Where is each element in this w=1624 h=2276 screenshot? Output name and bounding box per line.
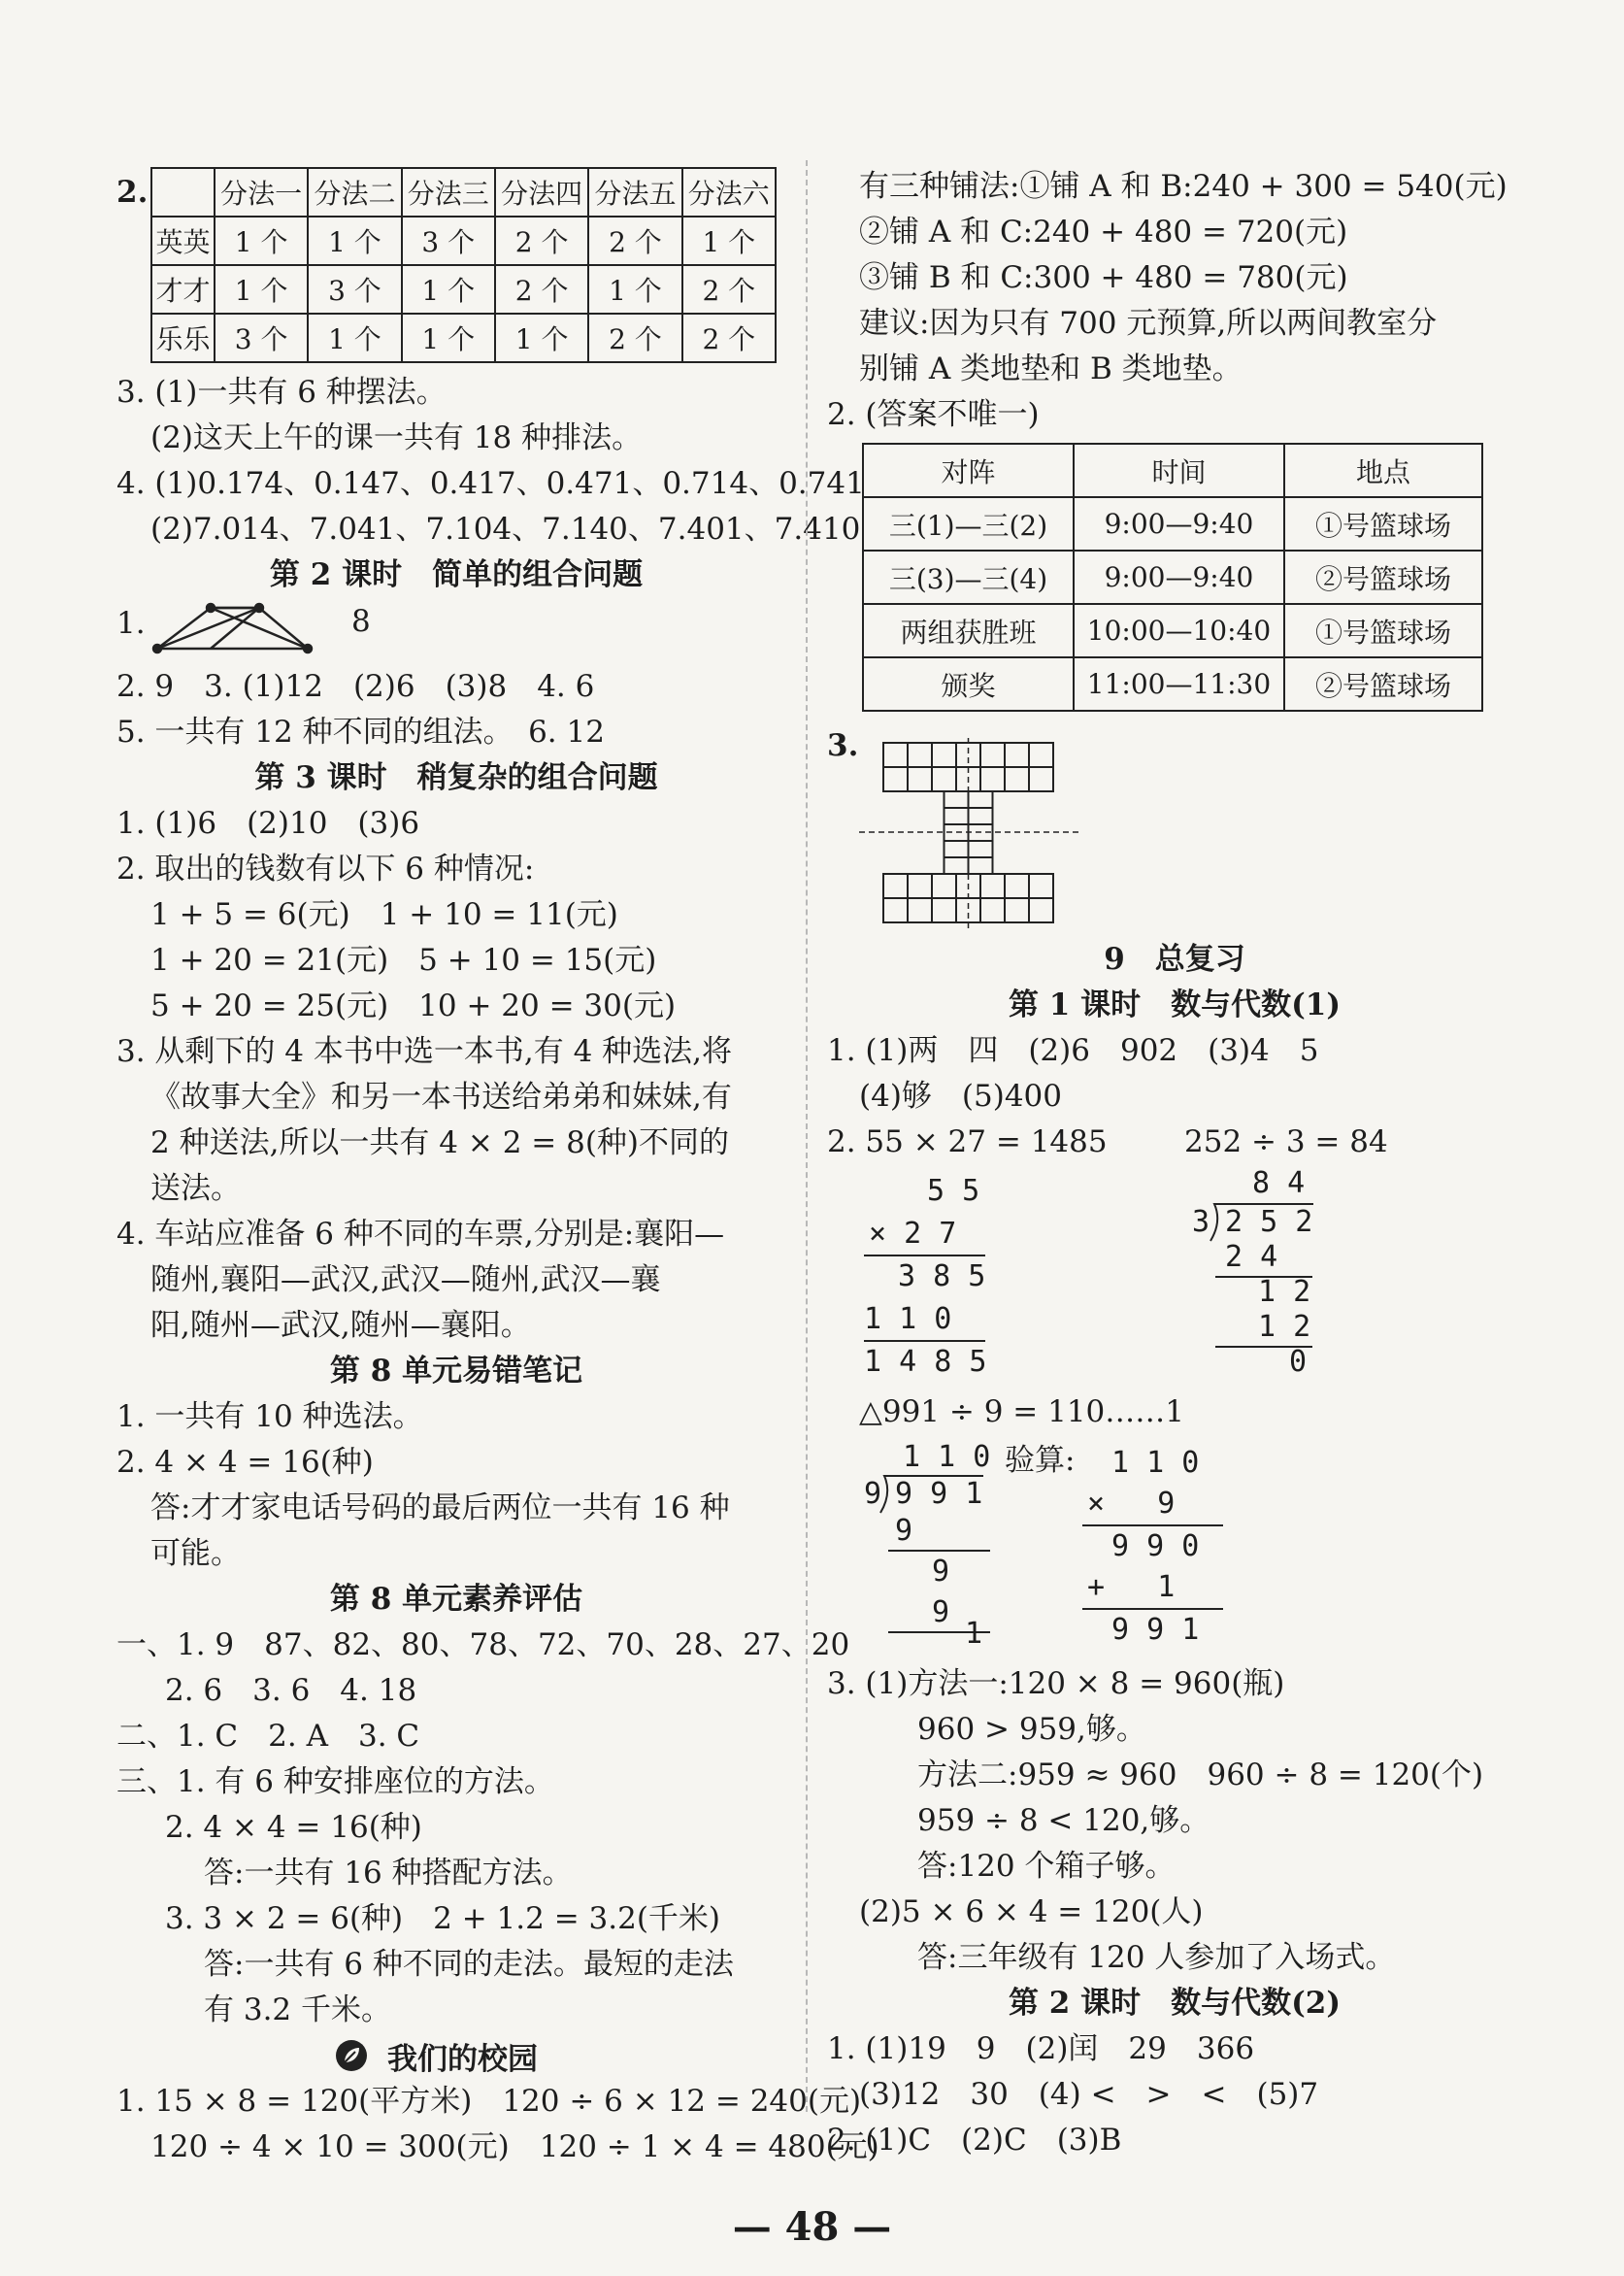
answer-line: 4. (1)0.174、0.147、0.417、0.471、0.714、0.741: [116, 466, 865, 501]
answer-line: 阳,随州—武汉,随州—襄阳。: [150, 1308, 531, 1343]
answer-line: 送法。: [150, 1171, 241, 1206]
answer-line: 2. (答案不唯一): [827, 397, 1040, 432]
vertical-calc-line: × 2 7: [869, 1217, 957, 1251]
answer-line: 答:三年级有 120 人参加了入场式。: [917, 1940, 1396, 1975]
table-cell: 英英: [151, 217, 215, 265]
page-number: — 48 —: [732, 2204, 892, 2250]
table-cell: ②号篮球场: [1284, 551, 1482, 604]
answer-line: 1. (1)19 9 (2)闰 29 366: [827, 2031, 1255, 2066]
answer-line: ②铺 A 和 C:240 + 480 = 720(元): [859, 215, 1348, 250]
table-header-cell: 分法二: [308, 168, 401, 217]
answer-line: 答:才才家电话号码的最后两位一共有 16 种: [150, 1490, 730, 1525]
table-header-cell: 分法六: [682, 168, 776, 217]
answer-line: 3. (1)方法一:120 × 8 = 960(瓶): [827, 1666, 1285, 1701]
table-cell: 1 个: [215, 265, 308, 314]
answer-line: 3.: [827, 728, 859, 763]
answer-line: 5 + 20 = 25(元) 10 + 20 = 30(元): [150, 988, 677, 1023]
answer-line: 1 + 5 = 6(元) 1 + 10 = 11(元): [150, 897, 618, 932]
table-header-cell: 分法四: [495, 168, 588, 217]
vertical-calc-line: 5 5: [927, 1174, 980, 1208]
table-header-cell: 对阵: [863, 444, 1074, 497]
answer-line: 4. 车站应准备 6 种不同的车票,分别是:襄阳—: [116, 1217, 725, 1252]
table-cell: 9:00—9:40: [1074, 551, 1284, 604]
answer-line: 1. (1)6 (2)10 (3)6: [116, 806, 420, 841]
answer-line: 2. 4 × 4 = 16(种): [116, 1445, 374, 1480]
table-cell: 2 个: [588, 314, 681, 362]
section-heading: 第 8 单元素养评估: [329, 1582, 583, 1617]
table-cell: 2 个: [588, 217, 681, 265]
table-header-cell: 地点: [1284, 444, 1482, 497]
answer-line: 三、1. 有 6 种安排座位的方法。: [116, 1764, 554, 1799]
answer-line: 1. (1)两 四 (2)6 902 (3)4 5: [827, 1033, 1319, 1068]
answer-line: 有三种铺法:①铺 A 和 B:240 + 300 = 540(元): [859, 169, 1508, 204]
table-cell: 1 个: [402, 314, 495, 362]
table-cell: 1 个: [308, 217, 401, 265]
column-divider: [806, 160, 808, 2112]
answer-line: (2)7.014、7.041、7.104、7.140、7.401、7.410: [150, 512, 861, 547]
schedule-table: [862, 443, 1483, 712]
vertical-calc-line: 3 8 5: [898, 1259, 986, 1293]
leaf-icon: [335, 2039, 368, 2072]
answer-line: 3. 3 × 2 = 6(种) 2 + 1.2 = 3.2(千米): [165, 1901, 721, 1936]
table-cell: 2 个: [495, 265, 588, 314]
vertical-calc-line: 2 4: [1225, 1240, 1278, 1274]
vertical-calc-line: 1 1 0: [903, 1440, 991, 1474]
answer-line: 959 ÷ 8 < 120,够。: [917, 1803, 1210, 1838]
table-cell: 10:00—10:40: [1074, 604, 1284, 657]
answer-line: 2 种送法,所以一共有 4 × 2 = 8(种)不同的: [150, 1125, 730, 1160]
answer-line: 2. (1)C (2)C (3)B: [827, 2123, 1122, 2158]
combination-diagram: [148, 600, 342, 656]
answer-line: (4)够 (5)400: [859, 1079, 1062, 1114]
vertical-calc-line: 1: [965, 1617, 983, 1651]
answer-line: 1. 15 × 8 = 120(平方米) 120 ÷ 6 × 12 = 240(元): [116, 2084, 862, 2119]
section-heading: 第 2 课时 数与代数(2): [1008, 1986, 1342, 2021]
vertical-calc-line: 1 2: [1258, 1275, 1311, 1309]
section-heading: 我们的校园: [387, 2041, 538, 2077]
table-cell: 1 个: [215, 217, 308, 265]
answer-line: △991 ÷ 9 = 110……1: [859, 1394, 1184, 1429]
calc-rule: [864, 1255, 985, 1256]
answer-line: 可能。: [150, 1536, 241, 1571]
vertical-calc-line: 9 9 1: [1111, 1613, 1200, 1647]
q2-label: 2.: [116, 175, 149, 210]
table-cell: 2 个: [682, 314, 776, 362]
table-cell: ①号篮球场: [1284, 497, 1482, 551]
table-header-cell: 分法一: [215, 168, 308, 217]
answer-line: 《故事大全》和另一本书送给弟弟和妹妹,有: [150, 1080, 732, 1115]
answer-line: 2. 4 × 4 = 16(种): [165, 1810, 422, 1845]
answer-line: 2. 55 × 27 = 1485: [827, 1124, 1108, 1159]
section-heading: 第 2 课时 简单的组合问题: [269, 557, 644, 592]
answer-line: 960 > 959,够。: [917, 1712, 1146, 1747]
answer-line: 方法二:959 ≈ 960 960 ÷ 8 = 120(个): [917, 1757, 1484, 1792]
answer-line: 建议:因为只有 700 元预算,所以两间教室分: [859, 306, 1438, 341]
calc-rule: [888, 1550, 990, 1552]
table-header-cell: 分法三: [402, 168, 495, 217]
answer-line: 1. 一共有 10 种选法。: [116, 1399, 423, 1434]
calc-rule: [864, 1340, 985, 1342]
vertical-calc-line: 9 9 0: [1111, 1529, 1200, 1563]
table-cell: 3 个: [402, 217, 495, 265]
vertical-calc-line: 2 5 2: [1225, 1205, 1313, 1239]
vertical-calc-line: 1 1 0: [1111, 1446, 1200, 1480]
answer-line: 2. 9 3. (1)12 (2)6 (3)8 4. 6: [116, 669, 595, 704]
vertical-calc-line: 1 1 0: [864, 1302, 952, 1336]
table-cell: 9:00—9:40: [1074, 497, 1284, 551]
answer-line: 120 ÷ 4 × 10 = 300(元) 120 ÷ 1 × 4 = 480(元): [150, 2129, 879, 2164]
answer-line: 5. 一共有 12 种不同的组法。 6. 12: [116, 715, 605, 750]
answer-line: 1.: [116, 606, 146, 641]
vertical-calc-line: 9 9 1: [895, 1477, 983, 1511]
section-heading: 第 1 课时 数与代数(1): [1008, 987, 1342, 1022]
table-cell: 1 个: [402, 265, 495, 314]
table-cell: 才才: [151, 265, 215, 314]
vertical-calc-line: 1 4 8 5: [864, 1345, 987, 1379]
answer-line: 2. 6 3. 6 4. 18: [165, 1673, 417, 1708]
answer-line: 随州,襄阳—武汉,武汉—随州,武汉—襄: [150, 1262, 661, 1297]
answer-line: 3. (1)一共有 6 种摆法。: [116, 375, 447, 410]
check-label: 验算:: [1005, 1443, 1076, 1478]
table-cell: 11:00—11:30: [1074, 657, 1284, 711]
vertical-calc-line: 3: [1192, 1205, 1210, 1239]
answer-line: 2. 取出的钱数有以下 6 种情况:: [116, 852, 535, 887]
answer-line: 有 3.2 千米。: [204, 1992, 392, 2027]
table-cell: 乐乐: [151, 314, 215, 362]
section-heading: 第 8 单元易错笔记: [329, 1354, 583, 1389]
table-cell: 1 个: [308, 314, 401, 362]
vertical-calc-line: × 9: [1087, 1487, 1176, 1521]
vertical-calc-line: 8 4: [1252, 1166, 1306, 1200]
table-header-cell: [151, 168, 215, 217]
table-cell: 1 个: [588, 265, 681, 314]
table-cell: 3 个: [308, 265, 401, 314]
answer-line: 3. 从剩下的 4 本书中选一本书,有 4 种选法,将: [116, 1034, 732, 1069]
answer-line: 答:一共有 16 种搭配方法。: [204, 1856, 573, 1891]
answer-line: (2)5 × 6 × 4 = 120(人): [859, 1894, 1204, 1929]
answer-line: 答:一共有 6 种不同的走法。最短的走法: [204, 1947, 734, 1982]
answer-line: 一、1. 9 87、82、80、78、72、70、28、27、20: [116, 1627, 850, 1662]
table-cell: 1 个: [495, 314, 588, 362]
table-cell: ②号篮球场: [1284, 657, 1482, 711]
calc-rule: [1082, 1524, 1223, 1526]
vertical-calc-line: 9: [864, 1477, 882, 1511]
vertical-calc-line: 9: [932, 1555, 950, 1589]
section-heading: 9 总复习: [1104, 942, 1245, 977]
table-cell: 三(3)—三(4): [863, 551, 1074, 604]
answer-line: 1 + 20 = 21(元) 5 + 10 = 15(元): [150, 943, 657, 978]
vertical-calc-line: 9: [932, 1595, 950, 1629]
calc-rule: [1082, 1608, 1223, 1610]
answer-line: (2)这天上午的课一共有 18 种排法。: [150, 420, 643, 455]
answer-line: 别铺 A 类地垫和 B 类地垫。: [859, 351, 1243, 386]
table-header-cell: 分法五: [588, 168, 681, 217]
table-cell: 3 个: [215, 314, 308, 362]
symmetric-grid-figure: [859, 738, 1092, 932]
answer-line: (3)12 30 (4) < > < (5)7: [859, 2077, 1319, 2112]
table-cell: ①号篮球场: [1284, 604, 1482, 657]
table-cell: 两组获胜班: [863, 604, 1074, 657]
table-cell: 颁奖: [863, 657, 1074, 711]
vertical-calc-line: + 1: [1087, 1570, 1176, 1604]
answer-line: 二、1. C 2. A 3. C: [116, 1719, 420, 1754]
section-heading-row: [335, 2036, 538, 2075]
answer-line: 8: [351, 604, 371, 639]
vertical-calc-line: 0: [1289, 1345, 1308, 1379]
section-heading: 第 3 课时 稍复杂的组合问题: [254, 760, 658, 795]
table-cell: 三(1)—三(2): [863, 497, 1074, 551]
table-cell: 1 个: [682, 217, 776, 265]
table-header-cell: 时间: [1074, 444, 1284, 497]
table-cell: 2 个: [682, 265, 776, 314]
answer-line: 答:120 个箱子够。: [917, 1849, 1176, 1884]
arrangement-table: [150, 167, 777, 363]
answer-line: 252 ÷ 3 = 84: [1184, 1124, 1388, 1159]
vertical-calc-line: 1 2: [1258, 1310, 1311, 1344]
table-cell: 2 个: [495, 217, 588, 265]
vertical-calc-line: 9: [895, 1514, 913, 1548]
answer-line: ③铺 B 和 C:300 + 480 = 780(元): [859, 260, 1348, 295]
